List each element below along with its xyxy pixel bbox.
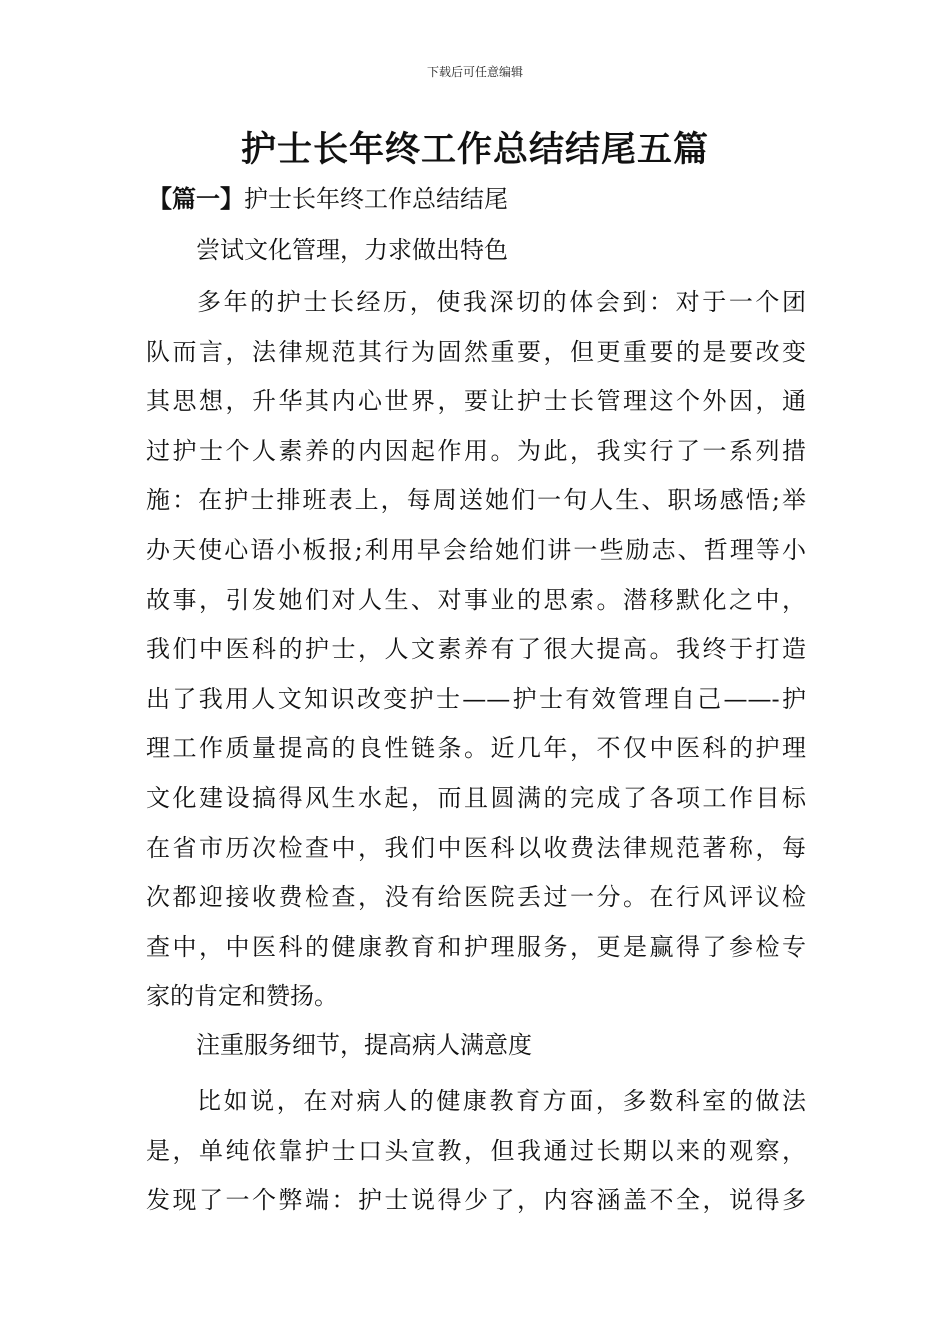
paragraph-line: 次都迎接收费检查，没有给医院丢过一分。在行风评议检 — [146, 883, 806, 912]
paragraph-line: 查中，中医科的健康教育和护理服务，更是赢得了参检专 — [146, 932, 806, 961]
section-heading — [148, 181, 508, 217]
subheading-service-details: 注重服务细节，提高病人满意度 — [196, 1031, 532, 1059]
paragraph-line: 发现了一个弊端：护士说得少了，内容涵盖不全，说得多 — [146, 1186, 806, 1215]
paragraph-line: 出了我用人文知识改变护士——护士有效管理自己——-护 — [146, 684, 806, 713]
paragraph-line: 比如说，在对病人的健康教育方面，多数科室的做法 — [197, 1087, 806, 1115]
document-title: 护士长年终工作总结结尾五篇 — [240, 129, 709, 170]
section-number: 【篇一】 — [148, 184, 244, 213]
paragraph-line: 故事，引发她们对人生、对事业的思索。潜移默化之中， — [146, 585, 806, 614]
paragraph-line: 理工作质量提高的良性链条。近几年，不仅中医科的护理 — [146, 734, 806, 763]
paragraph-line: 多年的护士长经历，使我深切的体会到：对于一个团 — [197, 288, 806, 316]
paragraph-line: 家的肯定和赞扬。 — [146, 982, 338, 1011]
paragraph-line: 是，单纯依靠护士口头宣教，但我通过长期以来的观察， — [146, 1136, 806, 1165]
page-header-note: 下载后可任意编辑 — [426, 65, 523, 79]
paragraph-line: 其思想，升华其内心世界，要让护士长管理这个外因，通 — [146, 387, 806, 416]
paragraph-line: 文化建设搞得风生水起，而且圆满的完成了各项工作目标 — [146, 783, 806, 812]
paragraph-line: 施：在护士排班表上，每周送她们一句人生、职场感悟;举 — [146, 486, 806, 515]
paragraph-line: 我们中医科的护士，人文素养有了很大提高。我终于打造 — [146, 635, 806, 664]
section-title: 护士长年终工作总结结尾 — [244, 185, 508, 213]
paragraph-line: 队而言，法律规范其行为固然重要，但更重要的是要改变 — [146, 337, 806, 366]
paragraph-culture-management — [146, 278, 806, 1022]
paragraph-line: 办天使心语小板报;利用早会给她们讲一些励志、哲理等小 — [146, 535, 806, 564]
paragraph-line: 过护士个人素养的内因起作用。为此，我实行了一系列措 — [146, 436, 806, 465]
paragraph-health-education — [146, 1077, 806, 1226]
paragraph-line: 在省市历次检查中，我们中医科以收费法律规范著称，每 — [146, 833, 806, 862]
subheading-culture-management: 尝试文化管理，力求做出特色 — [196, 236, 508, 264]
